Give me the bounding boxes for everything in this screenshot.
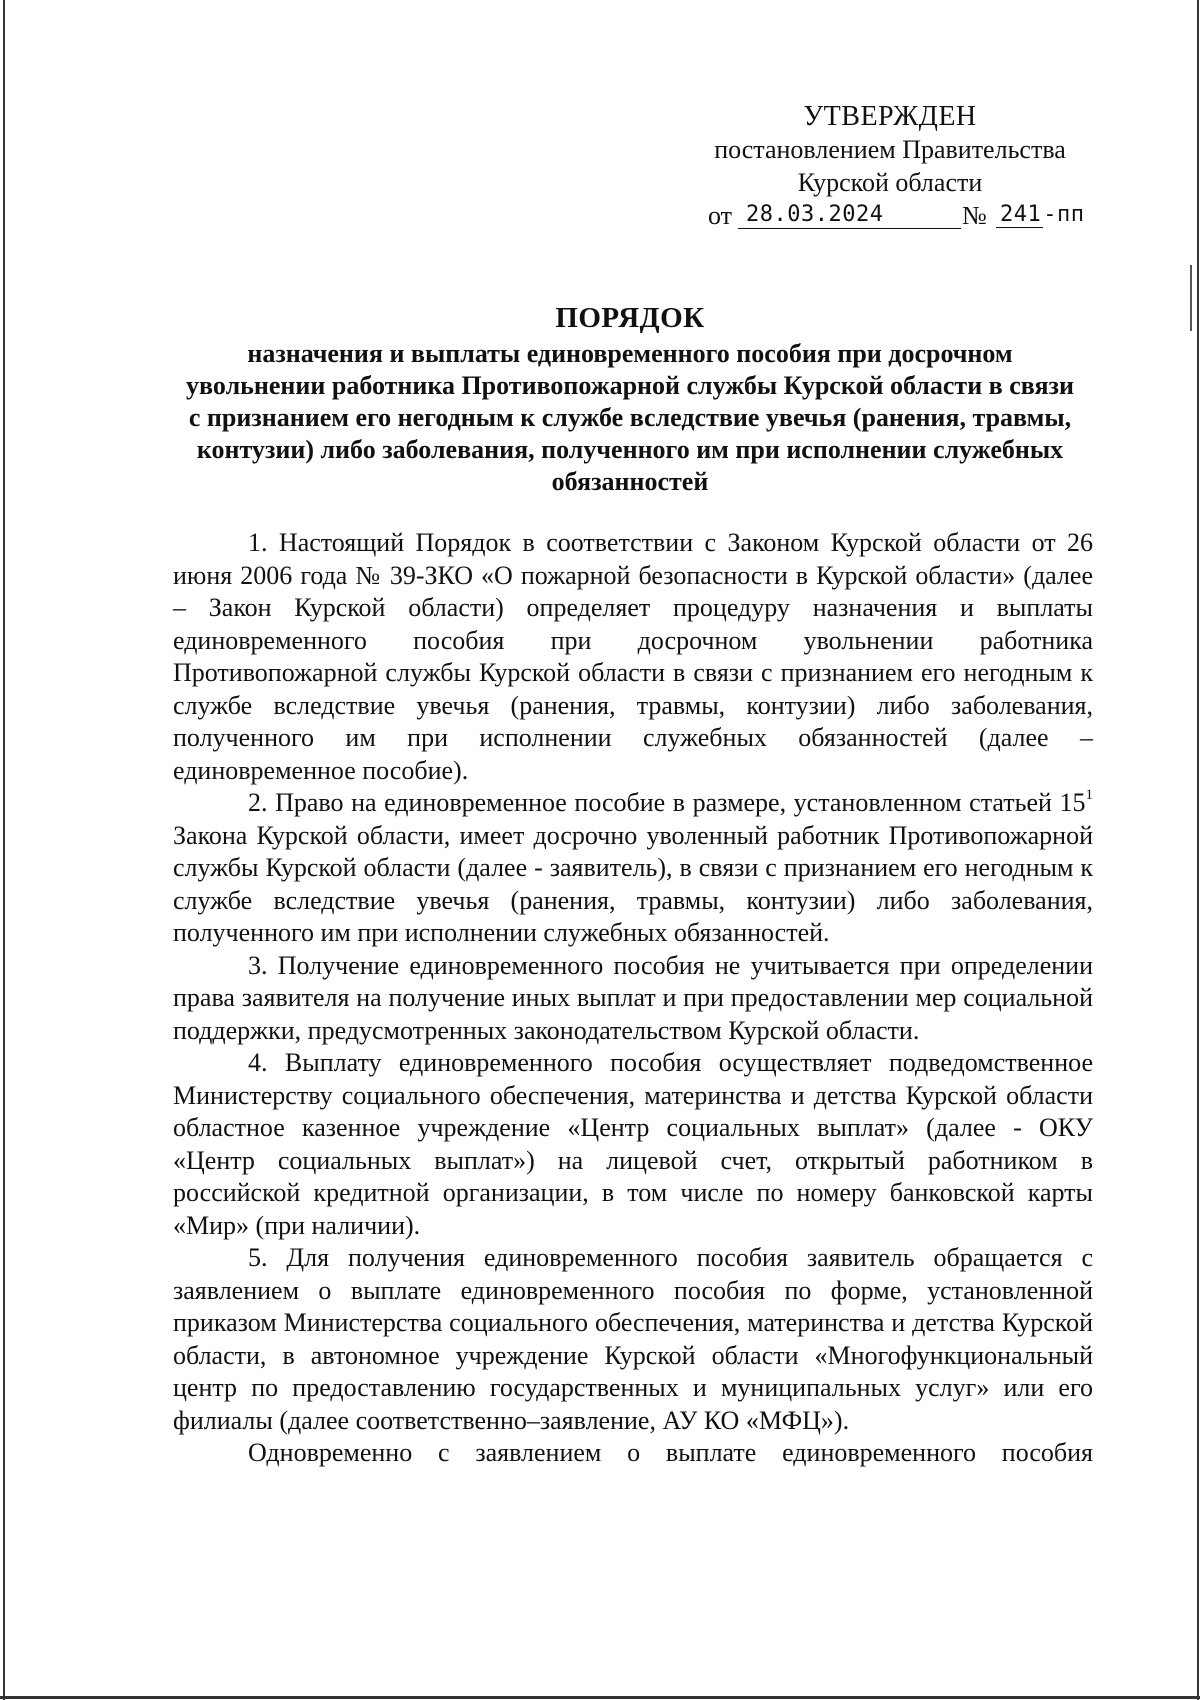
approval-title: УТВЕРЖДЕН — [803, 101, 977, 132]
paragraph-2 — [173, 787, 1093, 950]
paragraph-6: Одновременно с заявлением о выплате единовременного пособия — [248, 1438, 1093, 1467]
document-body — [173, 527, 1093, 1470]
paragraph-2-start: 2. Право на единовременное пособие в размере, установленном статьей 15 — [248, 788, 1086, 817]
document-heading: ПОРЯДОК — [555, 302, 705, 334]
scan-border-right — [1197, 0, 1199, 1700]
date-prefix: от — [708, 201, 733, 230]
approval-date: 28.03.2024 — [738, 202, 961, 229]
approval-stamp — [690, 100, 1090, 233]
approval-number-wrap — [996, 202, 1085, 228]
document-title — [120, 300, 1140, 338]
approval-date-number-row — [690, 199, 1090, 233]
scan-mark — [1190, 265, 1192, 331]
paragraph-3: 3. Получение единовременного пособия не учитывается при определении права заявителя на получение иных выплат и при предоставлении мер социальной поддержки, предусмотренных законодательством Курской области. — [173, 950, 1093, 1045]
scan-border-bottom — [0, 1696, 1200, 1699]
paragraph-2-end: Закона Курской области, имеет досрочно уволенный работник Противопожарной службы Курской области (далее - заявитель), в связи с признанием его негодным к службе вследствие увечья (ранения, травмы, контузии) либо заболевания, полученного им при исполнении служебных обязанностей. — [173, 820, 1093, 947]
number-prefix: № — [962, 201, 987, 230]
document-subtitle: назначения и выплаты единовременного пособия при досрочном увольнении работника Противопожарной службы Курской области в связи с признанием его негодным к службе вследствие увечья (ранения, травмы, контузии) либо заболевания, полученного им при исполнении служебных обязанностей — [186, 339, 1074, 496]
article-superscript: 1 — [1085, 787, 1093, 804]
approval-line-1: постановлением Правительства — [714, 135, 1066, 164]
paragraph-1: 1. Настоящий Порядок в соответствии с Законом Курской области от 26 июня 2006 года № 39-ЗКО «О пожарной безопасности в Курской области» (далее – Закон Курской области) определяет процедуру назначения и выплаты единовременного пособия при досрочном увольнении работника Противопожарной службы Курской области в связи с признанием его негодным к службе вследствие увечья (ранения, травмы, контузии) либо заболевания, полученного им при исполнении служебных обязанностей (далее – единовременное пособие). — [173, 528, 1093, 785]
paragraph-5: 5. Для получения единовременного пособия заявитель обращается с заявлением о выплате единовременного пособия по форме, установленной приказом Министерства социального обеспечения, материнства и детства Курской области, в автономное учреждение Курской области «Многофункциональный центр по предоставлению государственных и муниципальных услуг» или его филиалы (далее соответственно–заявление, АУ КО «МФЦ»). — [173, 1243, 1093, 1435]
approval-number-suffix: -пп — [1043, 202, 1085, 227]
scan-border-left — [3, 0, 5, 1700]
approval-number: 241 — [996, 202, 1043, 228]
paragraph-4: 4. Выплату единовременного пособия осуществляет подведомственное Министерству социального обеспечения, материнства и детства Курской области областное казенное учреждение «Центр социальных выплат» (далее - ОКУ «Центр социальных выплат») на лицевой счет, открытый работником в российской кредитной организации, в том числе по номеру банковской карты «Мир» (при наличии). — [173, 1048, 1093, 1240]
approval-line-2: Курской области — [797, 168, 983, 197]
